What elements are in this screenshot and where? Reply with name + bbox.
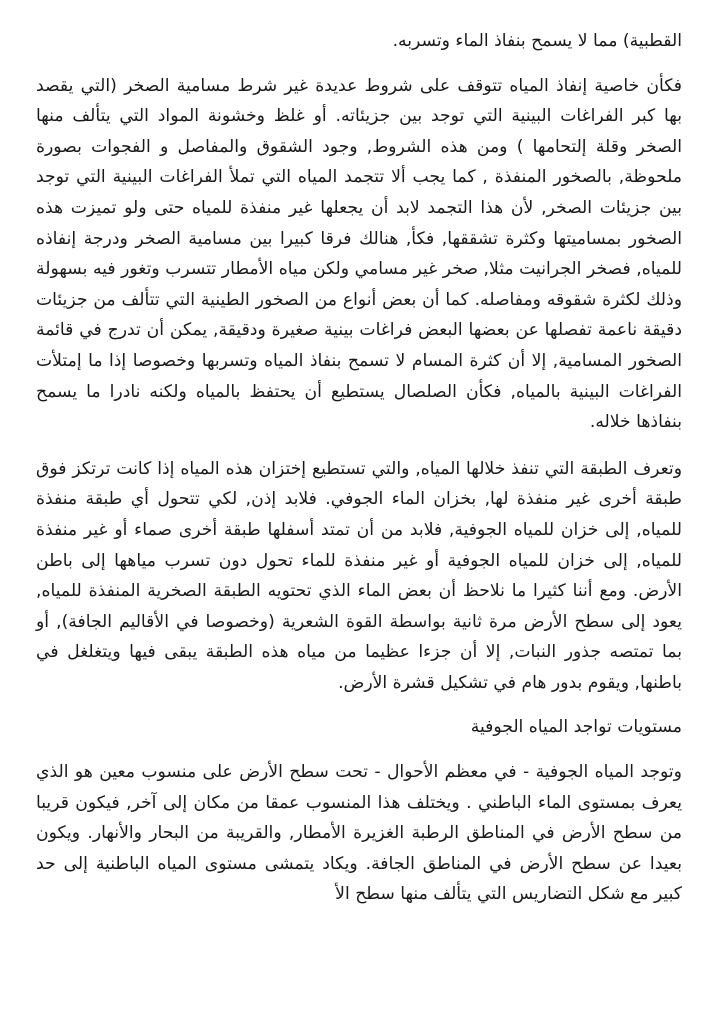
paragraph-water-table: وتوجد المياه الجوفية - في معظم الأحوال - تحت سطح الأرض على منسوب معين هو الذي يعرف بمستوى الماء الباطني . ويختلف هذا المنسوب عمقا من مكان إلى آخر, فيكون قريبا من سطح الأرض في المناطق الرطبة الغزيرة الأمطار, والقريبة من البحار والأنهار. ويكون بعيدا عن سطح الأرض في المناطق الجافة. ويكاد يتمشى مستوى المياه الباطنية إلى حد كبير مع شكل التضاريس التي يتألف منها سطح الأ	[36, 762, 682, 905]
paragraph-gap	[36, 57, 682, 71]
paragraph-gap	[36, 698, 682, 712]
paragraph-opening-fragment: القطبية) مما لا يسمح بنفاذ الماء وتسربه.	[392, 31, 682, 51]
paragraph-gap	[36, 743, 682, 757]
paragraph-aquifer: وتعرف الطبقة التي تنفذ خلالها المياه, والتي تستطيع إختزان هذه المياه إذا كانت ترتكز فوق طبقة أخرى غير منفذة لها, بخزان الماء الجوفي. فلابد إذن, لكي تتحول أي طبقة منفذة للمياه, إلى خزان للمياه الجوفية, فلابد من أن تمتد أسفلها طبقة أخرى صماء أو غير منفذة للمياه, إلى خزان للمياه الجوفية أو غير منفذة للماء تحول دون تسرب مياهها إلى باطن الأرض. ومع أننا كثيرا ما نلاحظ أن بعض الماء الذي تحتويه الطبقة الصخرية المنفذة للمياه, يعود إلى سطح الأرض مرة ثانية بواسطة القوة الشعرية (وخصوصا في الأقاليم الجافة), أو بما تمتصه جذور النبات, إلا أن جزءا عظيما من مياه هذه الطبقة يبقى فيها ويتغلغل في باطنها, ويقوم بدور هام في تشكيل قشرة الأرض.	[36, 458, 682, 693]
paragraph-rock-porosity: فكأن خاصية إنفاذ المياه تتوقف على شروط عديدة غير شرط مسامية الصخر (التي يقصد بها كبر الفراغات البينية التي توجد بين جزيئاته. أو غلظ وخشونة المواد التي يتألف منها الصخر وقلة إلتحامها ) ومن هذه الشروط, وجود الشقوق والمفاصل و الفجوات بصورة ملحوظة, بالصخور المنفذة , كما يجب ألا تتجمد المياه التي تملأ الفراغات البينية التي توجد بين جزيئات الصخر, لأن هذا التجمد لابد أن يجعلها غير منفذة للمياه حتى ولو تميزت هذه الصخور بمساميتها وكثرة تشققها, فكأ, هنالك فرقا كبيرا بين مسامية الصخر ودرجة إنفاذه للمياه, فصخر الجرانيت مثلا, صخر غير مسامي ولكن مياه الأمطار تتسرب وتغور فيه بسهولة وذلك لكثرة شقوقه ومفاصله. كما أن بعض أنواع من الصخور الطينية التي تتألف من جزيئات دقيقة ناعمة تفصلها عن بعضها البعض فراغات بينية صغيرة ودقيقة, يمكن أن تدرج في قائمة الصخور المسامية, إلا أن كثرة المسام لا تسمح بنفاذ المياه وتسربها وخصوصا إذا ما إمتلأت الفراغات البينية بالمياه, فكأن الصلصال يستطيع أن يحتفظ بالمياه ولكنه نادرا ما يسمح بنفاذها خلاله.	[36, 75, 682, 433]
paragraph-gap	[36, 438, 682, 454]
section-heading: مستويات تواجد المياه الجوفية	[470, 717, 682, 738]
